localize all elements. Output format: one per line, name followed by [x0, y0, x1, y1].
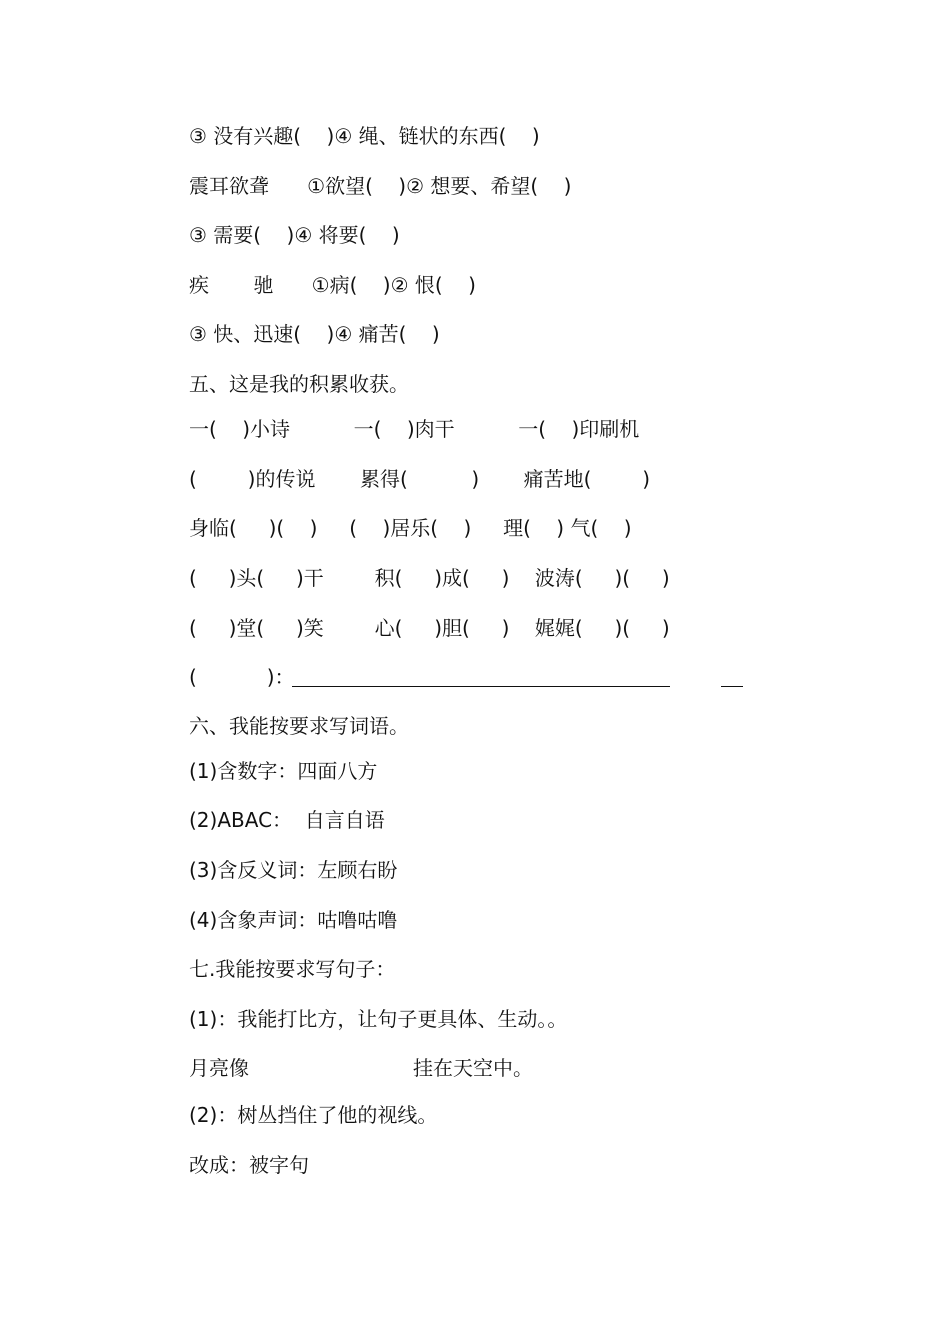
text-line: 身临( )( ) ( )居乐( ) 理( ) 气( ): [189, 516, 632, 540]
text-line-tail: 挂在天空中。: [413, 1056, 533, 1080]
text-line: (4)含象声词：咕噜咕噜: [189, 908, 398, 932]
text-line: 月亮像: [189, 1056, 249, 1080]
section-heading: 七.我能按要求写句子：: [189, 957, 396, 981]
text-line: 改成：被字句: [189, 1153, 309, 1177]
text-line: ③ 快、迅速( )④ 痛苦( ): [189, 322, 440, 346]
text-line: ( )堂( )笑 心( )胆( ) 娓娓( )( ): [189, 616, 670, 640]
answer-underline-short: [721, 686, 743, 687]
text-line: ( )的传说 累得( ) 痛苦地( ): [189, 467, 651, 491]
text-line: (1)含数字：四面八方: [189, 759, 378, 783]
section-heading: 六、我能按要求写词语。: [189, 714, 409, 738]
text-line: (3)含反义词：左顾右盼: [189, 858, 398, 882]
text-line: ③ 没有兴趣( )④ 绳、链状的东西( ): [189, 124, 540, 148]
answer-underline: [292, 686, 670, 687]
text-line: (2)：树丛挡住了他的视线。: [189, 1103, 438, 1127]
text-line: ( )：: [189, 665, 295, 689]
text-line: (2)ABAC： 自言自语: [189, 808, 385, 832]
text-line: 疾 驰 ①病( )② 恨( ): [189, 273, 476, 297]
text-line: ( )头( )干 积( )成( ) 波涛( )( ): [189, 566, 670, 590]
section-heading: 五、这是我的积累收获。: [189, 372, 409, 396]
text-line: 一( )小诗 一( )肉干 一( )印刷机: [189, 417, 640, 441]
text-line: (1)：我能打比方，让句子更具体、生动。。: [189, 1007, 568, 1031]
text-line: ③ 需要( )④ 将要( ): [189, 223, 400, 247]
text-line: 震耳欲聋 ①欲望( )② 想要、希望( ): [189, 174, 572, 198]
